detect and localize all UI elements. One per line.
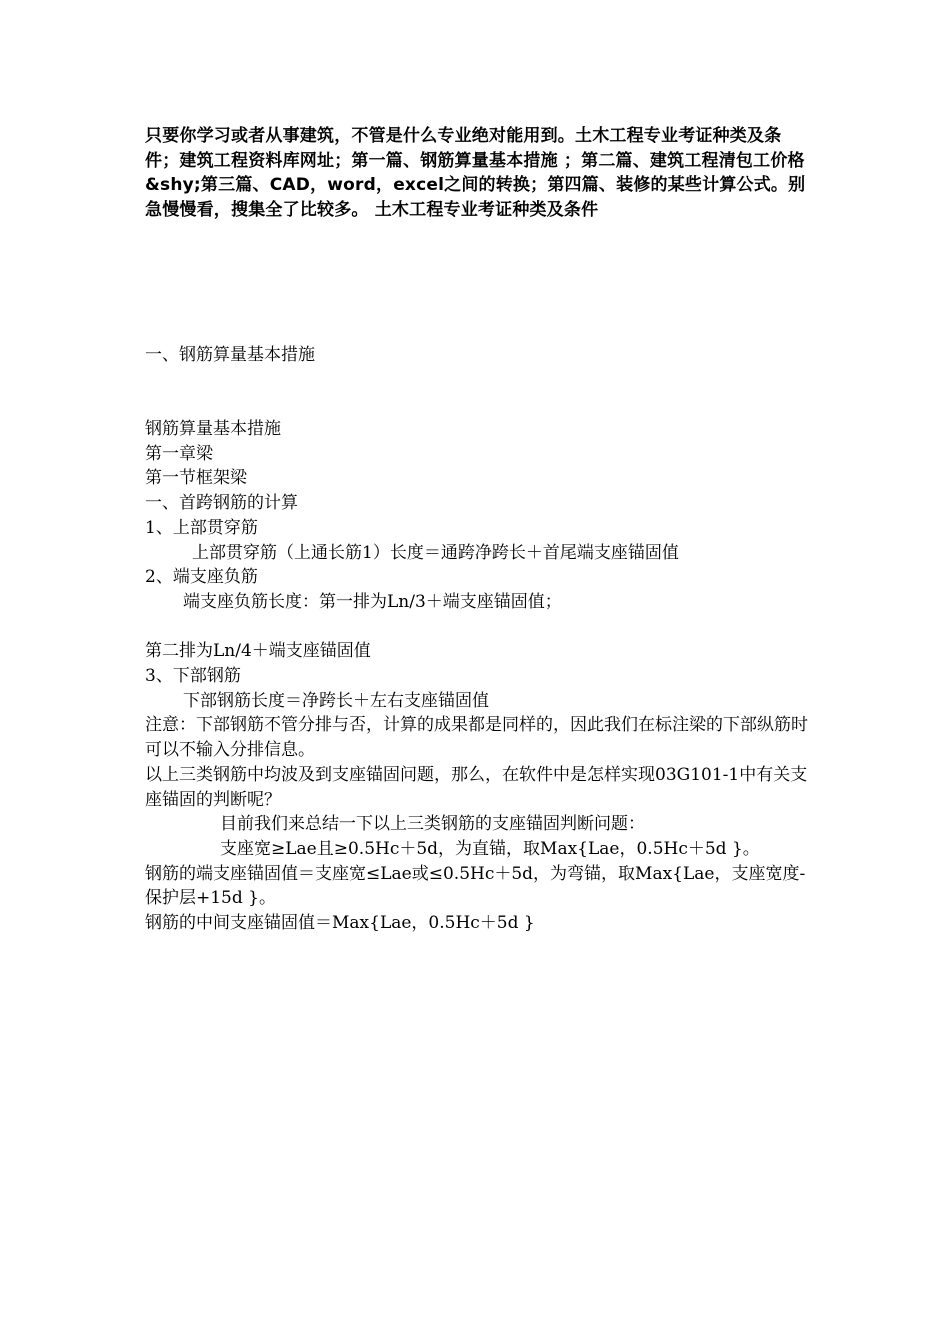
summary-line: 目前我们来总结一下以上三类钢筋的支座锚固判断问题： (220, 814, 645, 835)
item-text-2b: 第二排为Ln/4＋端支座锚固值 (145, 641, 371, 662)
item-text-2: 端支座负筋长度：第一排为Ln/3＋端支座锚固值； (183, 591, 562, 612)
straight-anchor-rule: 支座宽≥Lae且≥0.5Hc＋5d，为直锚，取Max{Lae，0.5Hc＋5d }。 (220, 838, 760, 859)
section-heading: 一、钢筋算量基本措施 (145, 345, 315, 365)
item-text-1: 上部贯穿筋（上通长筋1）长度＝通跨净跨长＋首尾端支座锚固值 (192, 542, 679, 563)
chapter-title: 第一章梁 (145, 443, 213, 464)
end-support-rule: 钢筋的端支座锚固值＝支座宽≤Lae或≤0.5Hc＋5d，为弯锚，取Max{Lae，支座宽度-保护层+15d }。 (145, 863, 806, 909)
item-title-2: 2、端支座负筋 (145, 567, 258, 588)
subsection-title: 一、首跨钢筋的计算 (145, 493, 298, 514)
intro-paragraph: 只要你学习或者从事建筑，不管是什么专业绝对能用到。土木工程专业考证种类及条件；建筑工程资料库网址；第一篇、钢筋算量基本措施 ；第二篇、建筑工程清包工价格&shy;第三篇、CAD，word，excel之间的转换；第四篇、装修的某些计算公式。别急慢慢看，搜集全了比较多。 土木工程专业考证种类及条件 (145, 126, 806, 220)
item-text-3: 下部钢筋长度＝净跨长＋左右支座锚固值 (183, 690, 489, 711)
section-title: 第一节框架梁 (145, 468, 247, 489)
item-title-1: 1、上部贯穿筋 (145, 517, 258, 538)
body-text (145, 417, 810, 936)
question-paragraph: 以上三类钢筋中均波及到支座锚固问题，那么，在软件中是怎样实现03G101-1中有关支座锚固的判断呢？ (145, 764, 808, 810)
middle-support-rule: 钢筋的中间支座锚固值＝Max{Lae，0.5Hc＋5d } (145, 913, 535, 934)
note-paragraph: 注意：下部钢筋不管分排与否，计算的成果都是同样的，因此我们在标注梁的下部纵筋时可以不输入分排信息。 (145, 715, 808, 761)
item-title-3: 3、下部钢筋 (145, 666, 241, 687)
doc-subtitle: 钢筋算量基本措施 (145, 419, 281, 439)
blank-line (145, 615, 810, 640)
